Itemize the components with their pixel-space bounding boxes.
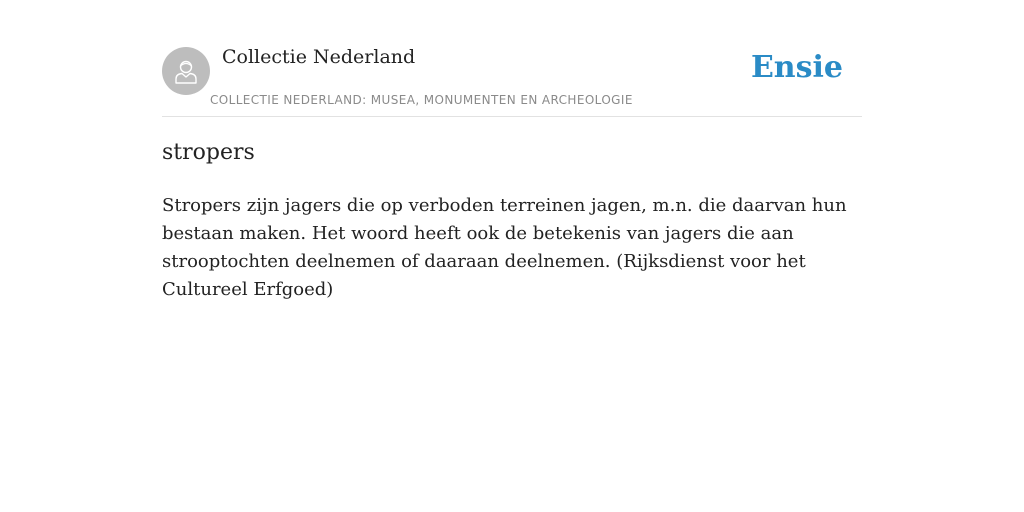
ensie-logo-link[interactable]: Ensie: [750, 50, 843, 85]
entry-definition: Stropers zijn jagers die op verboden terreinen jagen, m.n. die daarvan hun bestaan maken. Het woord heeft ook de betekenis van jagers die aan strooptochten deelnemen of daaraan deelnemen. (Rijksdienst voor het Cultureel Erfgoed): [162, 195, 847, 300]
source-label[interactable]: COLLECTIE NEDERLAND: MUSEA, MONUMENTEN EN ARCHEOLOGIE: [210, 93, 633, 107]
author-name[interactable]: Collectie Nederland: [222, 46, 416, 68]
user-icon: [171, 56, 201, 86]
entry-title: stropers: [162, 140, 255, 165]
entry-header: [162, 0, 862, 117]
author-avatar[interactable]: [162, 47, 210, 95]
